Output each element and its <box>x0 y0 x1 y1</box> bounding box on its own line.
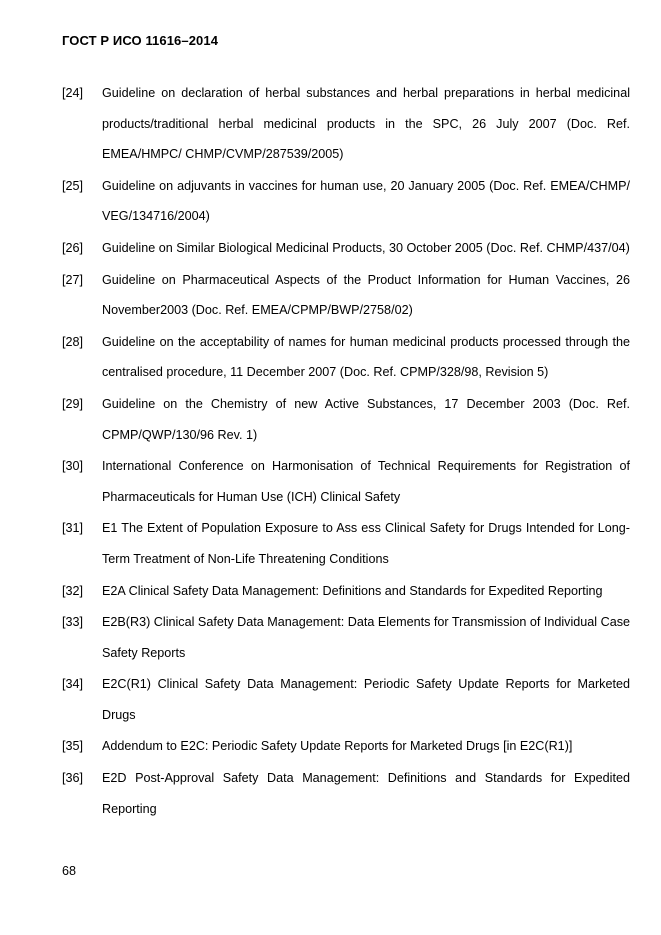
reference-text: Guideline on Pharmaceutical Aspects of the Product Information for Human Vaccines, 26 November2003 (Doc. Ref. EMEA/CPMP/BWP/2758/02) <box>102 272 630 318</box>
reference-text: E2B(R3) Clinical Safety Data Management: Data Elements for Transmission of Individual Case Safety Reports <box>102 615 630 660</box>
reference-number: [27] <box>62 272 84 287</box>
reference-text: Guideline on declaration of herbal substances and herbal preparations in herbal medicinal products/traditional herbal medicinal products in the SPC, 26 July 2007 (Doc. Ref. EMEA/HMPC/ CHMP/CVMP/287539/2005) <box>102 86 630 162</box>
reference-text: E2D Post-Approval Safety Data Management: Definitions and Standards for Expedited Reporting <box>102 771 630 816</box>
reference-text: E1 The Extent of Population Exposure to Ass ess Clinical Safety for Drugs Intended for Long-Term Treatment of Non-Life Threatening Conditions <box>102 521 630 566</box>
reference-number: [36] <box>62 771 84 786</box>
reference-item-27 <box>62 265 630 326</box>
reference-item-26 <box>62 233 630 264</box>
reference-number: [34] <box>62 677 84 692</box>
reference-item-30 <box>62 451 630 512</box>
reference-item-33 <box>62 607 630 668</box>
reference-item-25 <box>62 171 630 232</box>
reference-text: Guideline on Similar Biological Medicinal Products, 30 October 2005 (Doc. Ref. CHMP/437/04) <box>102 240 630 255</box>
reference-number: [26] <box>62 240 84 255</box>
reference-text: Guideline on the Chemistry of new Active Substances, 17 December 2003 (Doc. Ref. CPMP/QWP/130/96 Rev. 1) <box>102 396 630 442</box>
reference-number: [32] <box>62 583 84 598</box>
reference-text: International Conference on Harmonisation of Technical Requirements for Registration of Pharmaceuticals for Human Use (ICH) Clinical Safety <box>102 459 630 504</box>
reference-item-34 <box>62 669 630 730</box>
reference-text: Guideline on adjuvants in vaccines for human use, 20 January 2005 (Doc. Ref. EMEA/CHMP/ VEG/134716/2004) <box>102 178 630 224</box>
page-header: ГОСТ Р ИСО 11616–2014 <box>62 33 219 48</box>
reference-number: [35] <box>62 739 84 754</box>
reference-item-35 <box>62 731 630 762</box>
reference-item-28 <box>62 327 630 388</box>
reference-number: [25] <box>62 178 84 193</box>
reference-number: [24] <box>62 86 84 100</box>
reference-number: [29] <box>62 396 84 411</box>
reference-item-29 <box>62 389 630 450</box>
reference-text: E2A Clinical Safety Data Management: Definitions and Standards for Expedited Reporting <box>102 583 603 598</box>
reference-item-36 <box>62 763 630 824</box>
reference-item-31 <box>62 513 630 574</box>
reference-number: [33] <box>62 615 84 630</box>
reference-list <box>62 78 630 825</box>
reference-number: [31] <box>62 521 84 536</box>
reference-item-24 <box>62 78 630 170</box>
reference-text: Guideline on the acceptability of names for human medicinal products processed through the centralised procedure, 11 December 2007 (Doc. Ref. CPMP/328/98, Revision 5) <box>102 334 630 380</box>
reference-number: [30] <box>62 459 84 474</box>
reference-item-32 <box>62 576 630 607</box>
page-number: 68 <box>62 864 77 878</box>
reference-text: E2C(R1) Clinical Safety Data Management: Periodic Safety Update Reports for Marketed Drugs <box>102 677 630 722</box>
reference-number: [28] <box>62 334 84 349</box>
reference-text: Addendum to E2C: Periodic Safety Update Reports for Marketed Drugs [in E2C(R1)] <box>102 739 573 754</box>
